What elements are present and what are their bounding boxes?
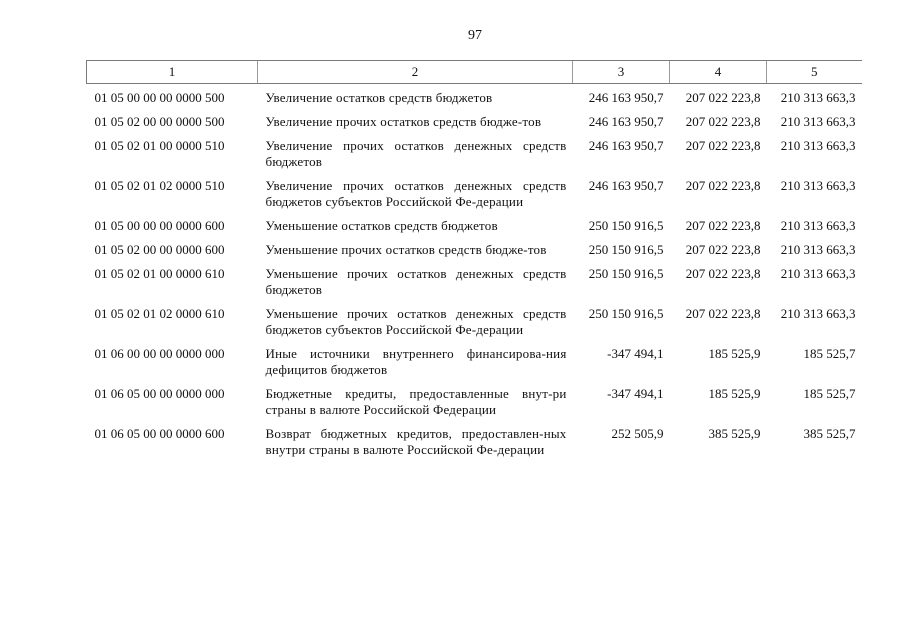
- row-name: Уменьшение прочих остатков средств бюдже-тов: [265, 242, 547, 257]
- row-value-1: 250 150 916,5: [588, 242, 664, 257]
- budget-sources-table: [86, 60, 862, 466]
- row-value-3: 210 313 663,3: [780, 138, 856, 153]
- row-value-1: 252 505,9: [611, 426, 664, 441]
- row-code: 01 05 02 01 02 0000 610: [94, 306, 225, 321]
- table-row: [87, 84, 862, 115]
- row-value-2: 185 525,9: [708, 386, 761, 401]
- column-header-value-2: 4: [670, 61, 767, 84]
- row-name: Увеличение прочих остатков средств бюдже-тов: [265, 114, 542, 129]
- row-value-1: 246 163 950,7: [588, 114, 664, 129]
- column-header-value-1: 3: [573, 61, 670, 84]
- row-value-3: 210 313 663,3: [780, 218, 856, 233]
- row-value-2: 207 022 223,8: [685, 218, 761, 233]
- row-value-1: 246 163 950,7: [588, 90, 664, 105]
- row-value-1: -347 494,1: [607, 346, 664, 361]
- table-row: [87, 426, 862, 466]
- row-code: 01 05 00 00 00 0000 500: [94, 90, 225, 105]
- row-value-1: 250 150 916,5: [588, 266, 664, 281]
- row-name: Возврат бюджетных кредитов, предоставлен-ных внутри страны в валюте Российской Фе-дерации: [265, 426, 567, 457]
- row-value-2: 207 022 223,8: [685, 138, 761, 153]
- table-row: [87, 114, 862, 138]
- row-value-1: 250 150 916,5: [588, 306, 664, 321]
- row-value-1: -347 494,1: [607, 386, 664, 401]
- row-value-3: 210 313 663,3: [780, 266, 856, 281]
- row-code: 01 05 00 00 00 0000 600: [94, 218, 225, 233]
- table-row: [87, 306, 862, 346]
- row-value-1: 246 163 950,7: [588, 138, 664, 153]
- row-name: Бюджетные кредиты, предоставленные внут-ри страны в валюте Российской Федерации: [265, 386, 567, 417]
- row-name: Увеличение прочих остатков денежных средств бюджетов субъектов Российской Фе-дерации: [265, 178, 567, 209]
- table-row: [87, 138, 862, 178]
- row-value-3: 210 313 663,3: [780, 306, 856, 321]
- row-value-1: 246 163 950,7: [588, 178, 664, 193]
- column-header-name: 2: [258, 61, 573, 84]
- table-row: [87, 218, 862, 242]
- row-value-3: 210 313 663,3: [780, 114, 856, 129]
- row-value-2: 207 022 223,8: [685, 90, 761, 105]
- row-value-2: 207 022 223,8: [685, 306, 761, 321]
- row-code: 01 05 02 01 00 0000 510: [94, 138, 225, 153]
- table-header-row: [87, 61, 862, 84]
- row-name: Иные источники внутреннего финансирова-ния дефицитов бюджетов: [265, 346, 567, 377]
- row-name: Уменьшение прочих остатков денежных средств бюджетов субъектов Российской Фе-дерации: [265, 306, 567, 337]
- column-header-code: 1: [87, 61, 258, 84]
- page-number: 97: [468, 28, 482, 43]
- row-code: 01 06 00 00 00 0000 000: [94, 346, 225, 361]
- row-value-3: 210 313 663,3: [780, 178, 856, 193]
- table-row: [87, 266, 862, 306]
- row-value-2: 385 525,9: [708, 426, 761, 441]
- row-value-3: 185 525,7: [803, 386, 856, 401]
- table-row: [87, 242, 862, 266]
- table-row: [87, 346, 862, 386]
- row-code: 01 05 02 01 00 0000 610: [94, 266, 225, 281]
- row-code: 01 05 02 01 02 0000 510: [94, 178, 225, 193]
- table-row: [87, 178, 862, 218]
- row-code: 01 05 02 00 00 0000 600: [94, 242, 225, 257]
- row-name: Увеличение прочих остатков денежных средств бюджетов: [265, 138, 567, 169]
- row-code: 01 06 05 00 00 0000 600: [94, 426, 225, 441]
- table-row: [87, 386, 862, 426]
- column-header-value-3: 5: [767, 61, 862, 84]
- row-value-2: 207 022 223,8: [685, 178, 761, 193]
- row-value-3: 385 525,7: [803, 426, 856, 441]
- row-code: 01 05 02 00 00 0000 500: [94, 114, 225, 129]
- row-code: 01 06 05 00 00 0000 000: [94, 386, 225, 401]
- row-name: Уменьшение остатков средств бюджетов: [265, 218, 498, 233]
- row-value-2: 207 022 223,8: [685, 114, 761, 129]
- row-value-3: 185 525,7: [803, 346, 856, 361]
- row-value-3: 210 313 663,3: [780, 242, 856, 257]
- row-value-3: 210 313 663,3: [780, 90, 856, 105]
- row-value-2: 185 525,9: [708, 346, 761, 361]
- row-name: Уменьшение прочих остатков денежных средств бюджетов: [265, 266, 567, 297]
- row-value-2: 207 022 223,8: [685, 266, 761, 281]
- row-value-2: 207 022 223,8: [685, 242, 761, 257]
- row-name: Увеличение остатков средств бюджетов: [265, 90, 493, 105]
- row-value-1: 250 150 916,5: [588, 218, 664, 233]
